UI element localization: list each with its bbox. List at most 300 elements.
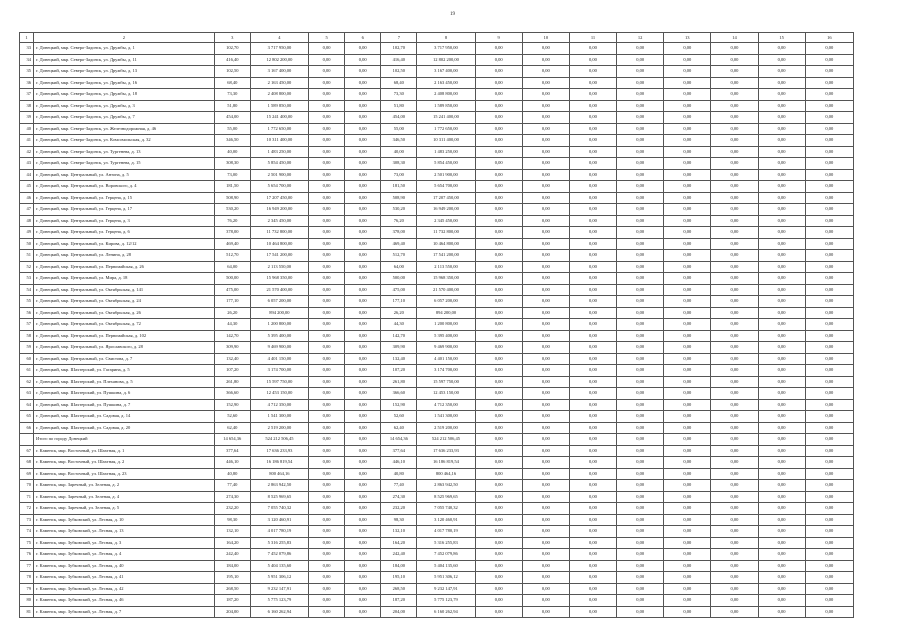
- value-cell: 0,00: [617, 606, 664, 618]
- value-cell: 0,00: [711, 365, 758, 377]
- value-cell: 51,80: [381, 100, 417, 112]
- value-cell: 15 241 400,00: [250, 112, 308, 124]
- value-cell: 268,50: [214, 583, 250, 595]
- value-cell: 0,00: [711, 342, 758, 354]
- value-cell: 0,00: [617, 422, 664, 434]
- value-cell: 0,00: [345, 43, 381, 55]
- value-cell: 377,64: [381, 445, 417, 457]
- value-cell: 0,00: [475, 169, 522, 181]
- table-row: [20, 422, 854, 434]
- value-cell: 0,00: [309, 307, 345, 319]
- value-cell: 195,10: [381, 572, 417, 584]
- value-cell: 0,00: [758, 376, 805, 388]
- value-cell: 0,00: [617, 169, 664, 181]
- value-cell: 0,00: [758, 457, 805, 469]
- value-cell: 0,00: [309, 123, 345, 135]
- row-number-cell: 72: [20, 503, 34, 515]
- value-cell: 15 968 350,00: [417, 273, 475, 285]
- value-cell: 0,00: [569, 319, 616, 331]
- value-cell: 0,00: [475, 434, 522, 446]
- value-cell: 8 525 969,65: [417, 491, 475, 503]
- value-cell: 0,00: [805, 296, 853, 308]
- value-cell: 0,00: [758, 353, 805, 365]
- value-cell: 0,00: [522, 365, 569, 377]
- value-cell: 0,00: [758, 595, 805, 607]
- value-cell: 10 311 400,00: [417, 135, 475, 147]
- table-row: [20, 307, 854, 319]
- value-cell: 6 160 262,94: [250, 606, 308, 618]
- value-cell: 77,40: [381, 480, 417, 492]
- value-cell: 0,00: [805, 537, 853, 549]
- address-cell: г. Каменск, мкр. Зубковский, ул. Лесная, д. 40: [34, 560, 215, 572]
- value-cell: 0,00: [522, 146, 569, 158]
- address-cell: г. Донецкий, мкр. Центральный, ул. Мира, д. 18: [34, 273, 215, 285]
- value-cell: 0,00: [522, 169, 569, 181]
- value-cell: 0,00: [309, 296, 345, 308]
- value-cell: 309,90: [381, 342, 417, 354]
- value-cell: 0,00: [664, 215, 711, 227]
- value-cell: 0,00: [711, 319, 758, 331]
- column-number-12: 12: [617, 33, 664, 43]
- value-cell: 0,00: [617, 66, 664, 78]
- table-row: [20, 537, 854, 549]
- value-cell: 0,00: [711, 376, 758, 388]
- value-cell: 5 854 450,00: [417, 158, 475, 170]
- value-cell: 5 654 700,00: [250, 181, 308, 193]
- value-cell: 0,00: [345, 273, 381, 285]
- value-cell: 0,00: [664, 192, 711, 204]
- value-cell: 0,00: [711, 66, 758, 78]
- value-cell: 0,00: [711, 445, 758, 457]
- value-cell: 11 732 800,00: [417, 227, 475, 239]
- row-number-cell: 64: [20, 399, 34, 411]
- address-cell: г. Донецкий, мкр. Северо-Задонск, ул. Тургенева, д. 13: [34, 146, 215, 158]
- value-cell: 0,00: [522, 54, 569, 66]
- row-number-cell: 74: [20, 526, 34, 538]
- value-cell: 102,70: [381, 43, 417, 55]
- value-cell: 6 160 262,94: [417, 606, 475, 618]
- value-cell: 0,00: [309, 169, 345, 181]
- value-cell: 0,00: [617, 572, 664, 584]
- value-cell: 0,00: [309, 273, 345, 285]
- value-cell: 0,00: [664, 77, 711, 89]
- value-cell: 0,00: [522, 353, 569, 365]
- value-cell: 0,00: [345, 503, 381, 515]
- value-cell: 5 316 255,83: [417, 537, 475, 549]
- value-cell: 0,00: [475, 491, 522, 503]
- value-cell: 4 017 780,19: [250, 526, 308, 538]
- value-cell: 0,00: [617, 411, 664, 423]
- value-cell: 0,00: [805, 146, 853, 158]
- value-cell: 0,00: [664, 43, 711, 55]
- value-cell: 0,00: [617, 549, 664, 561]
- value-cell: 0,00: [617, 204, 664, 216]
- table-row: [20, 158, 854, 170]
- value-cell: 2 408 800,00: [250, 89, 308, 101]
- value-cell: 0,00: [522, 273, 569, 285]
- column-number-1: 1: [20, 33, 34, 43]
- address-cell: г. Каменск, мкр. Восточный, ул. Шахтная, д. 23: [34, 468, 215, 480]
- value-cell: 0,00: [664, 549, 711, 561]
- address-cell: г. Донецкий, мкр. Северо-Задонск, ул. Дружбы, д. 7: [34, 112, 215, 124]
- table-row: [20, 204, 854, 216]
- value-cell: 0,00: [805, 238, 853, 250]
- value-cell: 0,00: [664, 181, 711, 193]
- value-cell: 44,30: [381, 319, 417, 331]
- address-cell: г. Донецкий, мкр. Центральный, ул. Октябрьская, д. 72: [34, 319, 215, 331]
- value-cell: 0,00: [309, 376, 345, 388]
- value-cell: 0,00: [758, 468, 805, 480]
- value-cell: 0,00: [475, 296, 522, 308]
- value-cell: 17 541 200,00: [250, 250, 308, 262]
- table-row: [20, 250, 854, 262]
- value-cell: 268,50: [381, 583, 417, 595]
- row-number-cell: 38: [20, 100, 34, 112]
- value-cell: 0,00: [345, 411, 381, 423]
- row-number-cell: 49: [20, 227, 34, 239]
- value-cell: 0,00: [758, 411, 805, 423]
- value-cell: 0,00: [475, 112, 522, 124]
- value-cell: 0,00: [345, 388, 381, 400]
- value-cell: 0,00: [475, 158, 522, 170]
- value-cell: 3 174 700,00: [250, 365, 308, 377]
- value-cell: 15 241 400,00: [417, 112, 475, 124]
- row-number-cell: 40: [20, 123, 34, 135]
- value-cell: 6 057 200,00: [250, 296, 308, 308]
- value-cell: 0,00: [569, 273, 616, 285]
- value-cell: 0,00: [711, 77, 758, 89]
- value-cell: 0,00: [475, 192, 522, 204]
- table-row: [20, 583, 854, 595]
- row-number-cell: 52: [20, 261, 34, 273]
- value-cell: 0,00: [309, 549, 345, 561]
- column-number-2: 2: [34, 33, 215, 43]
- value-cell: 0,00: [758, 123, 805, 135]
- value-cell: 0,00: [758, 537, 805, 549]
- table-row: [20, 192, 854, 204]
- row-number-cell: 63: [20, 388, 34, 400]
- value-cell: 0,00: [309, 445, 345, 457]
- table-row: [20, 526, 854, 538]
- value-cell: 0,00: [758, 491, 805, 503]
- value-cell: 0,00: [758, 549, 805, 561]
- value-cell: 0,00: [805, 434, 853, 446]
- value-cell: 4 401 150,00: [250, 353, 308, 365]
- value-cell: 52,60: [214, 411, 250, 423]
- table-row: [20, 181, 854, 193]
- value-cell: 0,00: [617, 43, 664, 55]
- value-cell: 132,10: [381, 526, 417, 538]
- value-cell: 0,00: [569, 123, 616, 135]
- value-cell: 0,00: [711, 261, 758, 273]
- table-row: [20, 43, 854, 55]
- value-cell: 0,00: [617, 273, 664, 285]
- value-cell: 0,00: [345, 491, 381, 503]
- value-cell: 0,00: [522, 296, 569, 308]
- address-cell: г. Донецкий, мкр. Шахтерский, ул. Пушкина, д. 6: [34, 388, 215, 400]
- value-cell: 0,00: [569, 572, 616, 584]
- value-cell: 0,00: [522, 342, 569, 354]
- value-cell: 0,00: [309, 342, 345, 354]
- value-cell: 15 597 750,00: [417, 376, 475, 388]
- row-number-cell: 54: [20, 284, 34, 296]
- table-row: [20, 353, 854, 365]
- value-cell: 261,80: [214, 376, 250, 388]
- value-cell: 0,00: [309, 227, 345, 239]
- value-cell: 0,00: [758, 43, 805, 55]
- value-cell: 0,00: [711, 353, 758, 365]
- value-cell: 77,40: [214, 480, 250, 492]
- value-cell: 0,00: [569, 330, 616, 342]
- row-number-cell: 66: [20, 422, 34, 434]
- value-cell: 0,00: [309, 388, 345, 400]
- table-row: [20, 503, 854, 515]
- value-cell: 0,00: [569, 250, 616, 262]
- value-cell: 0,00: [309, 192, 345, 204]
- value-cell: 0,00: [805, 595, 853, 607]
- value-cell: 0,00: [569, 215, 616, 227]
- value-cell: 894 200,00: [417, 307, 475, 319]
- value-cell: 0,00: [617, 192, 664, 204]
- value-cell: 0,00: [522, 284, 569, 296]
- column-number-5: 5: [309, 33, 345, 43]
- value-cell: 0,00: [475, 43, 522, 55]
- value-cell: 204,00: [381, 606, 417, 618]
- value-cell: 346,50: [381, 135, 417, 147]
- value-cell: 0,00: [711, 537, 758, 549]
- value-cell: 0,00: [758, 342, 805, 354]
- value-cell: 0,00: [805, 319, 853, 331]
- value-cell: 0,00: [805, 77, 853, 89]
- value-cell: 0,00: [569, 595, 616, 607]
- value-cell: 204,00: [214, 606, 250, 618]
- value-cell: 0,00: [569, 468, 616, 480]
- address-cell: г. Каменск, мкр. Зубковский, ул. Лесная, д. 7: [34, 606, 215, 618]
- value-cell: 0,00: [664, 54, 711, 66]
- value-cell: 1 772 650,00: [417, 123, 475, 135]
- value-cell: 0,00: [805, 606, 853, 618]
- value-cell: 0,00: [475, 284, 522, 296]
- value-cell: 0,00: [711, 457, 758, 469]
- value-cell: 9 469 900,00: [417, 342, 475, 354]
- value-cell: 0,00: [617, 77, 664, 89]
- value-cell: 800 464,16: [417, 468, 475, 480]
- value-cell: 0,00: [664, 227, 711, 239]
- value-cell: 0,00: [309, 399, 345, 411]
- value-cell: 0,00: [569, 204, 616, 216]
- value-cell: 0,00: [522, 526, 569, 538]
- value-cell: 0,00: [309, 54, 345, 66]
- value-cell: 0,00: [617, 261, 664, 273]
- value-cell: 0,00: [805, 100, 853, 112]
- value-cell: 21 570 400,00: [250, 284, 308, 296]
- address-cell: г. Донецкий, мкр. Центральный, ул. Октябрьская, д. 26: [34, 307, 215, 319]
- value-cell: 0,00: [664, 123, 711, 135]
- value-cell: 0,00: [711, 89, 758, 101]
- value-cell: 0,00: [758, 572, 805, 584]
- value-cell: 4 712 350,00: [417, 399, 475, 411]
- value-cell: 0,00: [617, 158, 664, 170]
- value-cell: 0,00: [569, 491, 616, 503]
- row-number-cell: 65: [20, 411, 34, 423]
- table-row: [20, 54, 854, 66]
- value-cell: 0,00: [617, 296, 664, 308]
- value-cell: 0,00: [569, 261, 616, 273]
- value-cell: 0,00: [569, 77, 616, 89]
- row-number-cell: 59: [20, 342, 34, 354]
- row-number-cell: 77: [20, 560, 34, 572]
- value-cell: 0,00: [617, 514, 664, 526]
- value-cell: 181,50: [381, 181, 417, 193]
- value-cell: 0,00: [758, 204, 805, 216]
- row-number-cell: [20, 434, 34, 446]
- value-cell: 0,00: [569, 549, 616, 561]
- value-cell: 416,40: [214, 54, 250, 66]
- row-number-cell: 44: [20, 169, 34, 181]
- value-cell: 26,20: [214, 307, 250, 319]
- value-cell: 4 401 150,00: [417, 353, 475, 365]
- value-cell: 0,00: [475, 411, 522, 423]
- value-cell: 102,50: [381, 66, 417, 78]
- row-number-cell: 75: [20, 537, 34, 549]
- row-number-cell: 67: [20, 445, 34, 457]
- value-cell: 0,00: [617, 100, 664, 112]
- value-cell: 0,00: [711, 238, 758, 250]
- value-cell: 0,00: [805, 514, 853, 526]
- value-cell: 0,00: [475, 181, 522, 193]
- row-number-cell: 57: [20, 319, 34, 331]
- value-cell: 152,90: [381, 399, 417, 411]
- value-cell: 0,00: [309, 146, 345, 158]
- value-cell: 0,00: [758, 434, 805, 446]
- value-cell: 0,00: [805, 261, 853, 273]
- value-cell: 0,00: [309, 480, 345, 492]
- value-cell: 0,00: [522, 560, 569, 572]
- value-cell: 0,00: [522, 192, 569, 204]
- column-number-row: [20, 33, 854, 43]
- value-cell: 0,00: [758, 66, 805, 78]
- value-cell: 0,00: [805, 169, 853, 181]
- value-cell: 2 113 550,00: [250, 261, 308, 273]
- value-cell: 0,00: [309, 526, 345, 538]
- value-cell: 308,30: [381, 158, 417, 170]
- value-cell: 0,00: [345, 66, 381, 78]
- value-cell: 1 589 850,00: [250, 100, 308, 112]
- value-cell: 0,00: [617, 491, 664, 503]
- value-cell: 0,00: [522, 514, 569, 526]
- value-cell: 0,00: [617, 353, 664, 365]
- value-cell: 0,00: [475, 468, 522, 480]
- value-cell: 0,00: [309, 100, 345, 112]
- value-cell: 0,00: [309, 468, 345, 480]
- address-cell: г. Каменск, мкр. Заречный, ул. Зеленая, д. 4: [34, 491, 215, 503]
- value-cell: 0,00: [569, 135, 616, 147]
- value-cell: 308,30: [214, 158, 250, 170]
- value-cell: 0,00: [345, 123, 381, 135]
- value-cell: 2 345 450,00: [250, 215, 308, 227]
- value-cell: 0,00: [309, 135, 345, 147]
- address-cell: г. Донецкий, мкр. Северо-Задонск, ул. Дружбы, д. 16: [34, 77, 215, 89]
- value-cell: 0,00: [522, 77, 569, 89]
- column-number-8: 8: [417, 33, 475, 43]
- value-cell: 5 316 255,83: [250, 537, 308, 549]
- value-cell: 9 232 147,91: [250, 583, 308, 595]
- value-cell: 0,00: [805, 422, 853, 434]
- value-cell: 0,00: [345, 146, 381, 158]
- value-cell: 0,00: [664, 572, 711, 584]
- value-cell: 0,00: [711, 215, 758, 227]
- value-cell: 55,00: [214, 123, 250, 135]
- value-cell: 62,40: [381, 422, 417, 434]
- value-cell: 0,00: [569, 43, 616, 55]
- column-number-15: 15: [758, 33, 805, 43]
- address-cell: г. Донецкий, мкр. Северо-Задонск, ул. Комсомольская, д. 32: [34, 135, 215, 147]
- table-row: [20, 100, 854, 112]
- value-cell: 3 120 460,91: [250, 514, 308, 526]
- value-cell: 0,00: [664, 606, 711, 618]
- value-cell: 0,00: [569, 296, 616, 308]
- value-cell: 73,00: [381, 169, 417, 181]
- value-cell: 132,10: [214, 526, 250, 538]
- value-cell: 0,00: [664, 319, 711, 331]
- value-cell: 0,00: [758, 89, 805, 101]
- value-cell: 0,00: [345, 457, 381, 469]
- table-row: [20, 89, 854, 101]
- page-number: 19: [450, 12, 455, 17]
- value-cell: 0,00: [309, 250, 345, 262]
- value-cell: 469,40: [381, 238, 417, 250]
- value-cell: 0,00: [345, 77, 381, 89]
- row-number-cell: 48: [20, 215, 34, 227]
- table-row: [20, 296, 854, 308]
- value-cell: 5 654 700,00: [417, 181, 475, 193]
- value-cell: 0,00: [711, 158, 758, 170]
- value-cell: 508,90: [214, 192, 250, 204]
- value-cell: 0,00: [758, 273, 805, 285]
- value-cell: 0,00: [522, 250, 569, 262]
- value-cell: 0,00: [758, 319, 805, 331]
- value-cell: 0,00: [711, 227, 758, 239]
- value-cell: 0,00: [758, 215, 805, 227]
- row-number-cell: 53: [20, 273, 34, 285]
- value-cell: 0,00: [345, 204, 381, 216]
- value-cell: 0,00: [475, 319, 522, 331]
- value-cell: 107,20: [381, 365, 417, 377]
- value-cell: 530,20: [214, 204, 250, 216]
- value-cell: 0,00: [664, 238, 711, 250]
- value-cell: 0,00: [664, 204, 711, 216]
- value-cell: 0,00: [805, 204, 853, 216]
- value-cell: 0,00: [569, 457, 616, 469]
- address-cell: г. Донецкий, мкр. Северо-Задонск, ул. Дружбы, д. 13: [34, 66, 215, 78]
- value-cell: 0,00: [475, 342, 522, 354]
- value-cell: 1 483 250,00: [250, 146, 308, 158]
- value-cell: 0,00: [475, 77, 522, 89]
- table-row: [20, 560, 854, 572]
- address-cell: г. Донецкий, мкр. Центральный, ул. Свистова, д. 7: [34, 353, 215, 365]
- value-cell: 2 163 450,00: [417, 77, 475, 89]
- value-cell: 0,00: [617, 238, 664, 250]
- value-cell: 0,00: [569, 480, 616, 492]
- value-cell: 0,00: [617, 227, 664, 239]
- value-cell: 0,00: [569, 353, 616, 365]
- address-cell: г. Каменск, мкр. Заречный, ул. Зеленая, д. 2: [34, 480, 215, 492]
- value-cell: 0,00: [617, 399, 664, 411]
- address-cell: г. Донецкий, мкр. Центральный, ул. Герцена, д. 3: [34, 215, 215, 227]
- value-cell: 0,00: [345, 595, 381, 607]
- value-cell: 0,00: [617, 388, 664, 400]
- value-cell: 195,10: [214, 572, 250, 584]
